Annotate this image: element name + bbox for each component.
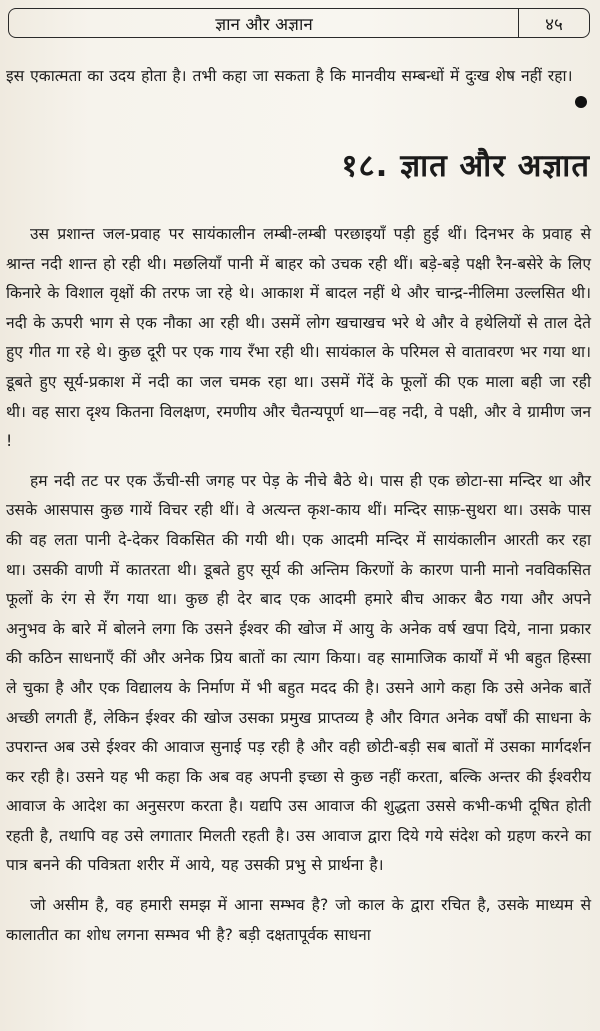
running-header-title: ज्ञान और अज्ञान <box>215 15 313 35</box>
running-header <box>8 8 590 38</box>
intro-paragraph <box>6 62 591 92</box>
intro-text: इस एकात्मता का उदय होता है। तभी कहा जा सकता है कि मानवीय सम्बन्धों में दुःख शेष नहीं रहा। <box>6 67 573 85</box>
chapter-body <box>6 220 591 950</box>
paragraph: उस प्रशान्त जल-प्रवाह पर सायंकालीन लम्बी-लम्बी परछाइयाँ पड़ी हुई थीं। दिनभर के प्रवाह से श्रान्त नदी शान्त हो रही थी। मछलियाँ पानी में बाहर को उचक रही थीं। बड़े-बड़े पक्षी रैन-बसेरे के लिए किनारे के विशाल वृक्षों की तरफ जा रहे थे। आकाश में बादल नहीं थे और चान्द्र-नीलिमा उल्लसित थी। नदी के ऊपरी भाग से एक नौका आ रही थी। उसमें लोग खचाखच भरे थे और वे हथेलियों से ताल देते हुए गीत गा रहे थे। कुछ दूरी पर एक गाय रँभा रही थी। सायंकाल के परिमल से वातावरण भर गया था। डूबते हुए सूर्य-प्रकाश में नदी का जल चमक रहा था। उसमें गेंदें के फूलों की एक माला बही जा रही थी। वह सारा दृश्य कितना विलक्षण, रमणीय और चैतन्यपूर्ण था—वह नदी, वे पक्षी, और वे ग्रामीण जन ! <box>6 225 591 451</box>
paragraph: जो असीम है, वह हमारी समझ में आना सम्भव है? जो काल के द्वारा रचित है, उसके माध्यम से कालातीत का शोध लगना सम्भव भी है? बड़ी दक्षतापूर्वक साधना <box>6 896 591 944</box>
chapter-heading: १८. ज्ञात और अज्ञात <box>341 148 590 184</box>
paragraph: हम नदी तट पर एक ऊँची-सी जगह पर पेड़ के नीचे बैठे थे। पास ही एक छोटा-सा मन्दिर था और उसके आसपास कुछ गायें विचर रही थीं। वे अत्यन्त कृश-काय थीं। मन्दिर साफ़-सुथरा था। उसके पास की वह लता पानी दे-देकर विकसित की गयी थी। एक आदमी मन्दिर में सायंकालीन आरती कर रहा था। उसकी वाणी में कातरता थी। डूबते हुए सूर्य की अन्तिम किरणों के कारण पानी मानो नवविकसित फूलों के रंग से रँग गया था। कुछ ही देर बाद एक आदमी हमारे बीच आकर बैठ गया और अपने अनुभव के बारे में बोलने लगा कि उसने ईश्वर की खोज में आयु के अनेक वर्ष खपा दिये, नाना प्रकार की कठिन साधनाएँ कीं और अनेक प्रिय बातों का त्याग किया। वह सामाजिक कार्यों में भी बहुत हिस्सा ले चुका है और एक विद्यालय के निर्माण में भी बहुत मदद की है। उसने आगे कहा कि उसे अनेक बातें अच्छी लगती हैं, लेकिन ईश्वर की खोज उसका प्रमुख प्राप्तव्य है और विगत अनेक वर्षों की साधना के उपरान्त अब उसे ईश्वर की आवाज सुनाई पड़ रही है और वही छोटी-बड़ी सब बातों में उसका मार्गदर्शन कर रही है। उसने यह भी कहा कि अब वह अपनी इच्छा से कुछ नहीं करता, बल्कि अन्तर की ईश्वरीय आवाज के आदेश का अनुसरण करता है। यद्यपि उस आवाज की शुद्धता उससे कभी-कभी दूषित होती रहती है, तथापि वह उसे लगातार मिलती रहती है। उस आवाज द्वारा दिये गये संदेश को ग्रहण करने का पात्र बनने की पवित्रता शरीर में आये, यह उसकी प्रभु से प्रार्थना है। <box>6 471 592 875</box>
section-end-bullet-icon <box>575 96 587 108</box>
page-number: ४५ <box>545 15 563 35</box>
